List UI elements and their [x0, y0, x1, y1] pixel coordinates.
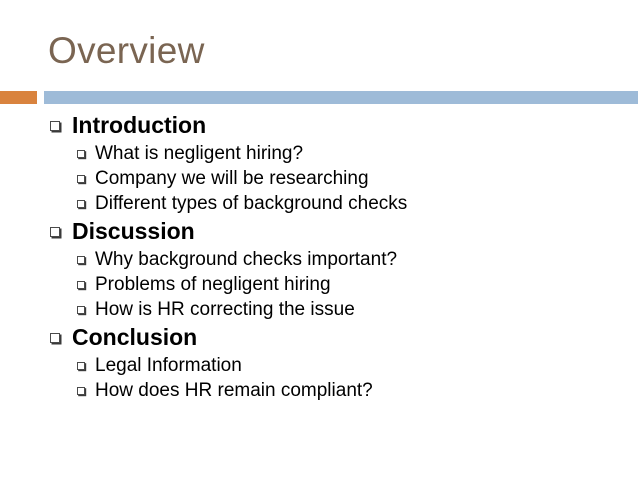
list-item-text: Problems of negligent hiring — [95, 273, 331, 295]
section-heading: Introduction — [72, 112, 207, 138]
checkbox-bullet-icon — [77, 306, 85, 314]
section-heading: Discussion — [72, 218, 195, 244]
outline-list — [48, 110, 628, 403]
checkbox-bullet-icon — [77, 175, 85, 183]
list-item-text: Legal Information — [95, 354, 242, 376]
title-divider-bar — [44, 91, 638, 104]
section-conclusion — [48, 322, 628, 403]
list-item-text: How is HR correcting the issue — [95, 298, 355, 320]
list-item-text: How does HR remain compliant? — [95, 379, 373, 401]
list-item — [48, 272, 628, 297]
list-item-text: Company we will be researching — [95, 167, 369, 189]
checkbox-bullet-icon — [50, 227, 60, 237]
list-item — [48, 166, 628, 191]
checkbox-bullet-icon — [77, 200, 85, 208]
section-introduction — [48, 110, 628, 216]
section-heading-row — [48, 216, 628, 247]
checkbox-bullet-icon — [77, 150, 85, 158]
list-item — [48, 297, 628, 322]
title-accent-bar — [0, 91, 37, 104]
slide-title: Overview — [48, 30, 205, 71]
list-item — [48, 141, 628, 166]
checkbox-bullet-icon — [77, 281, 85, 289]
section-heading-row — [48, 322, 628, 353]
list-item — [48, 353, 628, 378]
list-item — [48, 247, 628, 272]
checkbox-bullet-icon — [50, 333, 60, 343]
checkbox-bullet-icon — [77, 362, 85, 370]
checkbox-bullet-icon — [77, 256, 85, 264]
list-item — [48, 191, 628, 216]
list-item-text: Different types of background checks — [95, 192, 408, 214]
list-item-text: Why background checks important? — [95, 248, 398, 270]
list-item-text: What is negligent hiring? — [95, 142, 304, 164]
list-item — [48, 378, 628, 403]
section-discussion — [48, 216, 628, 322]
section-heading: Conclusion — [72, 324, 198, 350]
section-heading-row — [48, 110, 628, 141]
checkbox-bullet-icon — [50, 121, 60, 131]
checkbox-bullet-icon — [77, 387, 85, 395]
